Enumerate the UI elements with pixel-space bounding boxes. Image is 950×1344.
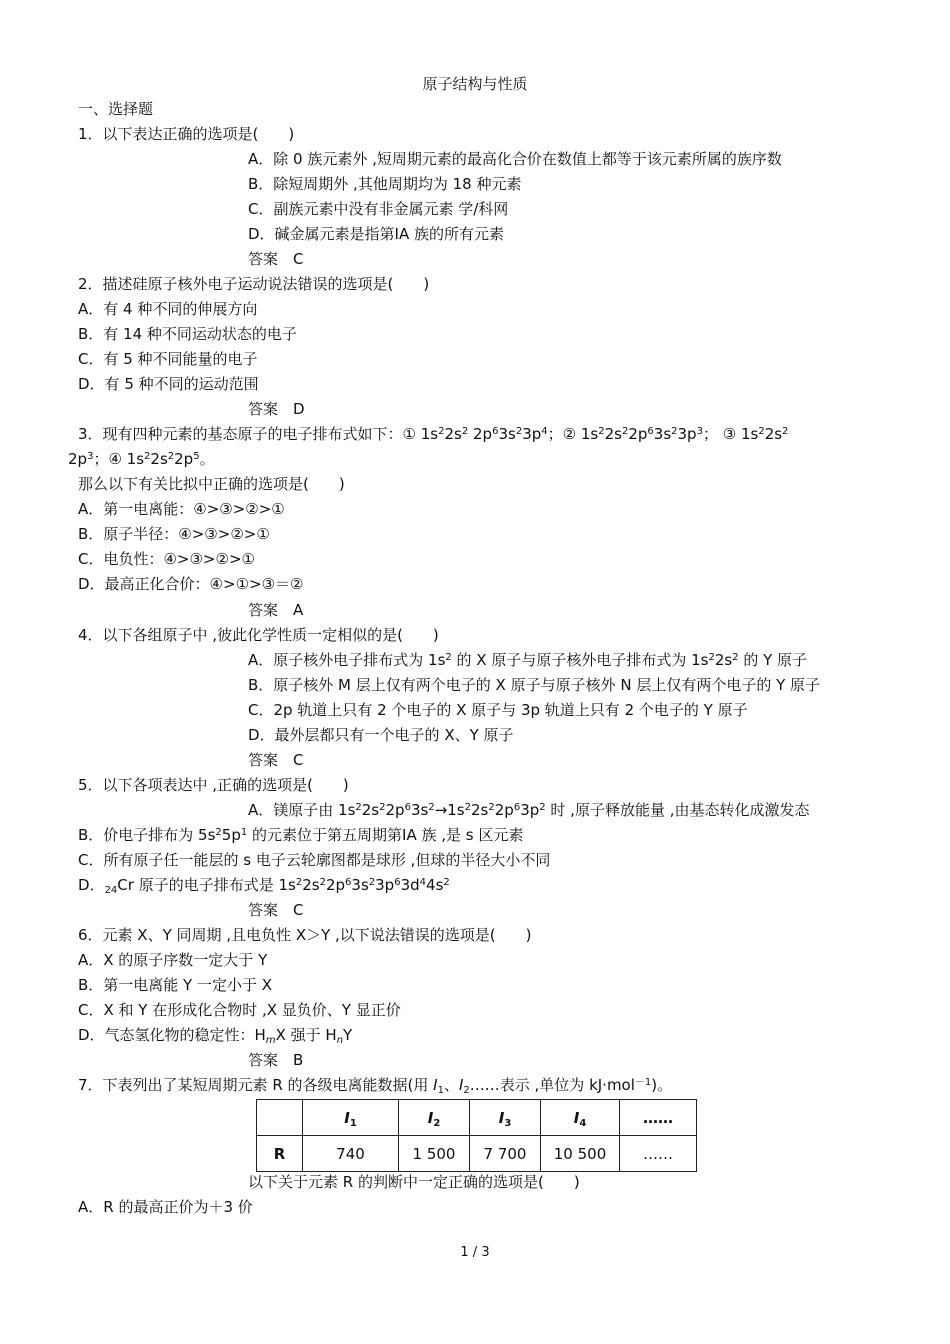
q5-b-part: 的元素位于第五周期第ⅠA 族 ,是 s 区元素 bbox=[247, 826, 524, 844]
q3-sup: 4 bbox=[541, 426, 548, 437]
q3-stem-part: 3s bbox=[653, 425, 672, 443]
q5-d-part: Cr 原子的电子排布式是 1s bbox=[117, 876, 296, 894]
q5-a-part: 2s bbox=[471, 801, 489, 819]
q3-stem2-part: 。 bbox=[199, 450, 215, 468]
q5-d-part: 4s bbox=[426, 876, 444, 894]
q3-sup: 2 bbox=[461, 426, 469, 437]
table-header-cell bbox=[257, 1100, 303, 1136]
q5-sup: 2 bbox=[355, 802, 362, 813]
q3-sup: 2 bbox=[438, 426, 445, 437]
q5-a-part: 2p bbox=[494, 801, 514, 819]
table-header-cell: …… bbox=[620, 1100, 697, 1136]
q7-stem-part: ……表示 ,单位为 kJ·mol bbox=[469, 1076, 635, 1094]
table-header-cell: $I_4$ bbox=[541, 1100, 620, 1136]
q4-a-part: 2s bbox=[714, 651, 733, 669]
q1-stem: 1．以下表达正确的选项是( ) bbox=[78, 125, 295, 143]
q3-stem-part: 3．现有四种元素的基态原子的电子排布式如下：① 1s bbox=[78, 425, 439, 443]
q3-sup: 2 bbox=[598, 426, 605, 437]
q5-a-part: 2p bbox=[385, 801, 405, 819]
q3-stem-part: 2p bbox=[468, 425, 493, 443]
table-cell: 7 700 bbox=[470, 1136, 541, 1172]
q1-option-b: B．除短周期外 ,其他周期均为 18 种元素 bbox=[248, 175, 522, 193]
q7-stem-part: 7．下表列出了某短周期元素 R 的各级电离能数据(用 bbox=[78, 1076, 434, 1094]
q5-sup: 2 bbox=[428, 802, 435, 813]
q6-sub: n bbox=[336, 1035, 344, 1046]
q4-option-d: D．最外层都只有一个电子的 X、Y 原子 bbox=[248, 726, 514, 744]
q5-d-part: 3d bbox=[400, 876, 420, 894]
q6-answer: 答案 B bbox=[248, 1051, 304, 1069]
q3-lead: 那么以下有关比拟中正确的选项是( ) bbox=[78, 475, 345, 493]
q3-sup: 5 bbox=[193, 451, 200, 462]
q6-d-part: D．气态氢化物的稳定性：H bbox=[78, 1026, 266, 1044]
q3-sup: 2 bbox=[671, 426, 678, 437]
q1-option-a: A．除 0 族元素外 ,短周期元素的最高化合价在数值上都等于该元素所属的族序数 bbox=[248, 150, 782, 168]
q4-option-b: B．原子核外 M 层上仅有两个电子的 X 原子与原子核外 N 层上仅有两个电子的 Y 原子 bbox=[248, 676, 821, 694]
q5-option-b bbox=[78, 825, 523, 845]
q6-stem: 6．元素 X、Y 同周期 ,且电负性 X＞Y ,以下说法错误的选项是( ) bbox=[78, 926, 532, 944]
q7-option-a: A．R 的最高正价为＋3 价 bbox=[78, 1198, 253, 1216]
q4-sup: 2 bbox=[708, 652, 715, 663]
q4-a-part: 的 X 原子与原子核外电子排布式为 1s bbox=[451, 651, 709, 669]
q5-sup: 2 bbox=[488, 802, 495, 813]
page-number: 1 / 3 bbox=[460, 1245, 490, 1260]
table-header-cell: $I_3$ bbox=[470, 1100, 541, 1136]
q6-option-a: A．X 的原子序数一定大于 Y bbox=[78, 951, 268, 969]
q4-sup: 2 bbox=[445, 652, 452, 663]
q5-sup: 2 bbox=[379, 802, 386, 813]
q3-option-b: B．原子半径：④>③>②>① bbox=[78, 525, 270, 543]
table-cell: 740 bbox=[303, 1136, 399, 1172]
q5-a-part: →1s bbox=[434, 801, 465, 819]
q5-sup: 6 bbox=[404, 802, 411, 813]
q6-d-part: Y bbox=[343, 1026, 353, 1044]
q3-stem2-part: 2s bbox=[150, 450, 168, 468]
q3-stem-part: 3p bbox=[522, 425, 542, 443]
q7-stem-part: 、 bbox=[443, 1076, 459, 1094]
q1-option-d: D．碱金属元素是指第ⅠA 族的所有元素 bbox=[248, 225, 505, 243]
q4-stem: 4．以下各组原子中 ,彼此化学性质一定相似的是( ) bbox=[78, 626, 439, 644]
q3-stem2-part: ；④ 1s bbox=[93, 450, 145, 468]
q3-option-c: C．电负性：④>③>②>① bbox=[78, 550, 255, 568]
q5-sup: 2 bbox=[443, 877, 450, 888]
q2-option-b: B．有 14 种不同运动状态的电子 bbox=[78, 325, 297, 343]
q5-sub: 24 bbox=[104, 885, 118, 896]
q5-a-part: 时 ,原子释放能量 ,由基态转化成激发态 bbox=[545, 801, 810, 819]
q5-option-c: C．所有原子任一能层的 s 电子云轮廓图都是球形 ,但球的半径大小不同 bbox=[78, 851, 551, 869]
q5-sup: 2 bbox=[368, 877, 376, 888]
q5-sup: 6 bbox=[394, 877, 401, 888]
q5-a-part: 2s bbox=[361, 801, 380, 819]
q3-stem-part: 2s bbox=[604, 425, 622, 443]
q4-a-part: 的 Y 原子 bbox=[738, 651, 808, 669]
q4-option-c: C．2p 轨道上只有 2 个电子的 X 原子与 3p 轨道上只有 2 个电子的 Y 原子 bbox=[248, 701, 748, 719]
q2-stem: 2．描述硅原子核外电子运动说法错误的选项是( ) bbox=[78, 275, 430, 293]
q3-stem2-part: 2p bbox=[174, 450, 194, 468]
q3-stem-part: ； ③ 1s bbox=[702, 425, 759, 443]
q2-option-d: D．有 5 种不同的运动范围 bbox=[78, 375, 259, 393]
q7-stem-part: )。 bbox=[651, 1076, 673, 1094]
q7-sub: 2 bbox=[463, 1085, 470, 1096]
q4-a-part: A．原子核外电子排布式为 1s bbox=[248, 651, 446, 669]
q5-a-part: 3p bbox=[520, 801, 540, 819]
q5-d-part: D． bbox=[78, 876, 105, 894]
q3-stem2-part: 2p bbox=[68, 450, 88, 468]
section-heading: 一、选择题 bbox=[78, 100, 154, 118]
q5-stem: 5．以下各项表达中 ,正确的选项是( ) bbox=[78, 776, 349, 794]
q1-option-c: C．副族元素中没有非金属元素 学/科网 bbox=[248, 200, 509, 218]
q3-option-a: A．第一电离能：④>③>②>① bbox=[78, 500, 285, 518]
q3-sup: 2 bbox=[758, 426, 765, 437]
q1-answer: 答案 C bbox=[248, 250, 304, 268]
q3-sup: 2 bbox=[144, 451, 151, 462]
q5-sup: 2 bbox=[539, 802, 546, 813]
q3-sup: 2 bbox=[621, 426, 629, 437]
q3-sup: 2 bbox=[167, 451, 175, 462]
q5-sup: 2 bbox=[215, 827, 222, 838]
q2-answer: 答案 D bbox=[248, 400, 305, 418]
q6-sub: m bbox=[265, 1035, 276, 1046]
q5-d-part: 2s bbox=[302, 876, 320, 894]
q2-option-a: A．有 4 种不同的伸展方向 bbox=[78, 300, 258, 318]
q7-stem-part: I bbox=[433, 1076, 438, 1094]
q3-sup: 2 bbox=[782, 426, 789, 437]
q7-stem bbox=[78, 1075, 672, 1095]
q3-stem-part: 2p bbox=[628, 425, 648, 443]
q4-sup: 2 bbox=[732, 652, 739, 663]
q5-sup: 2 bbox=[319, 877, 326, 888]
q3-sup: 2 bbox=[515, 426, 523, 437]
q7-stem-part: I bbox=[458, 1076, 464, 1094]
table-header-row bbox=[257, 1100, 697, 1136]
table-cell: R bbox=[257, 1136, 303, 1172]
q3-stem-continued bbox=[68, 449, 215, 469]
q5-option-d bbox=[78, 875, 450, 895]
q5-a-part: A．镁原子由 1s bbox=[248, 801, 356, 819]
q5-sup: 4 bbox=[419, 877, 427, 888]
table-cell: …… bbox=[620, 1136, 697, 1172]
q3-stem-part: 3p bbox=[677, 425, 697, 443]
q4-option-a bbox=[248, 650, 807, 670]
q5-a-part: 3s bbox=[410, 801, 429, 819]
q5-d-part: 2p bbox=[325, 876, 346, 894]
q7-sub: 1 bbox=[437, 1085, 444, 1096]
q3-sup: 3 bbox=[696, 426, 703, 437]
q5-sup: 1 bbox=[240, 827, 248, 838]
q3-stem-part: ；② 1s bbox=[547, 425, 599, 443]
q5-b-part: B．价电子排布为 5s bbox=[78, 826, 216, 844]
q3-stem bbox=[78, 424, 788, 444]
q3-sup: 3 bbox=[87, 451, 94, 462]
q3-answer: 答案 A bbox=[248, 601, 304, 619]
q5-option-a bbox=[248, 800, 809, 820]
q5-sup: 2 bbox=[295, 877, 303, 888]
table-row bbox=[257, 1136, 697, 1172]
q5-sup: 6 bbox=[345, 877, 352, 888]
q3-sup: 6 bbox=[647, 426, 654, 437]
q3-stem-part: 2s bbox=[444, 425, 462, 443]
q5-sup: 2 bbox=[464, 802, 471, 813]
q7-sup: －1 bbox=[634, 1077, 652, 1088]
q3-stem-part: 3s bbox=[498, 425, 516, 443]
q2-option-c: C．有 5 种不同能量的电子 bbox=[78, 350, 258, 368]
table-header-cell: $I_2$ bbox=[399, 1100, 470, 1136]
q6-option-d bbox=[78, 1025, 352, 1045]
table-cell: 10 500 bbox=[541, 1136, 620, 1172]
table-header-cell: $I_1$ bbox=[303, 1100, 399, 1136]
q3-sup: 6 bbox=[492, 426, 499, 437]
q4-answer: 答案 C bbox=[248, 751, 304, 769]
q3-stem-part: 2s bbox=[764, 425, 783, 443]
q5-sup: 6 bbox=[513, 802, 521, 813]
q5-d-part: 3s bbox=[351, 876, 369, 894]
q7-lead: 以下关于元素 R 的判断中一定正确的选项是( ) bbox=[248, 1173, 580, 1191]
table-cell: 1 500 bbox=[399, 1136, 470, 1172]
page-title: 原子结构与性质 bbox=[422, 75, 528, 93]
q6-option-c: C．X 和 Y 在形成化合物时 ,X 显负价、Y 显正价 bbox=[78, 1001, 401, 1019]
q6-option-b: B．第一电离能 Y 一定小于 X bbox=[78, 976, 273, 994]
q3-option-d: D．最高正化合价：④>①>③＝② bbox=[78, 575, 304, 593]
q5-d-part: 3p bbox=[375, 876, 395, 894]
ionization-energy-table bbox=[256, 1099, 697, 1172]
q5-answer: 答案 C bbox=[248, 901, 304, 919]
q5-b-part: 5p bbox=[221, 826, 241, 844]
q6-d-part: X 强于 H bbox=[275, 1026, 337, 1044]
